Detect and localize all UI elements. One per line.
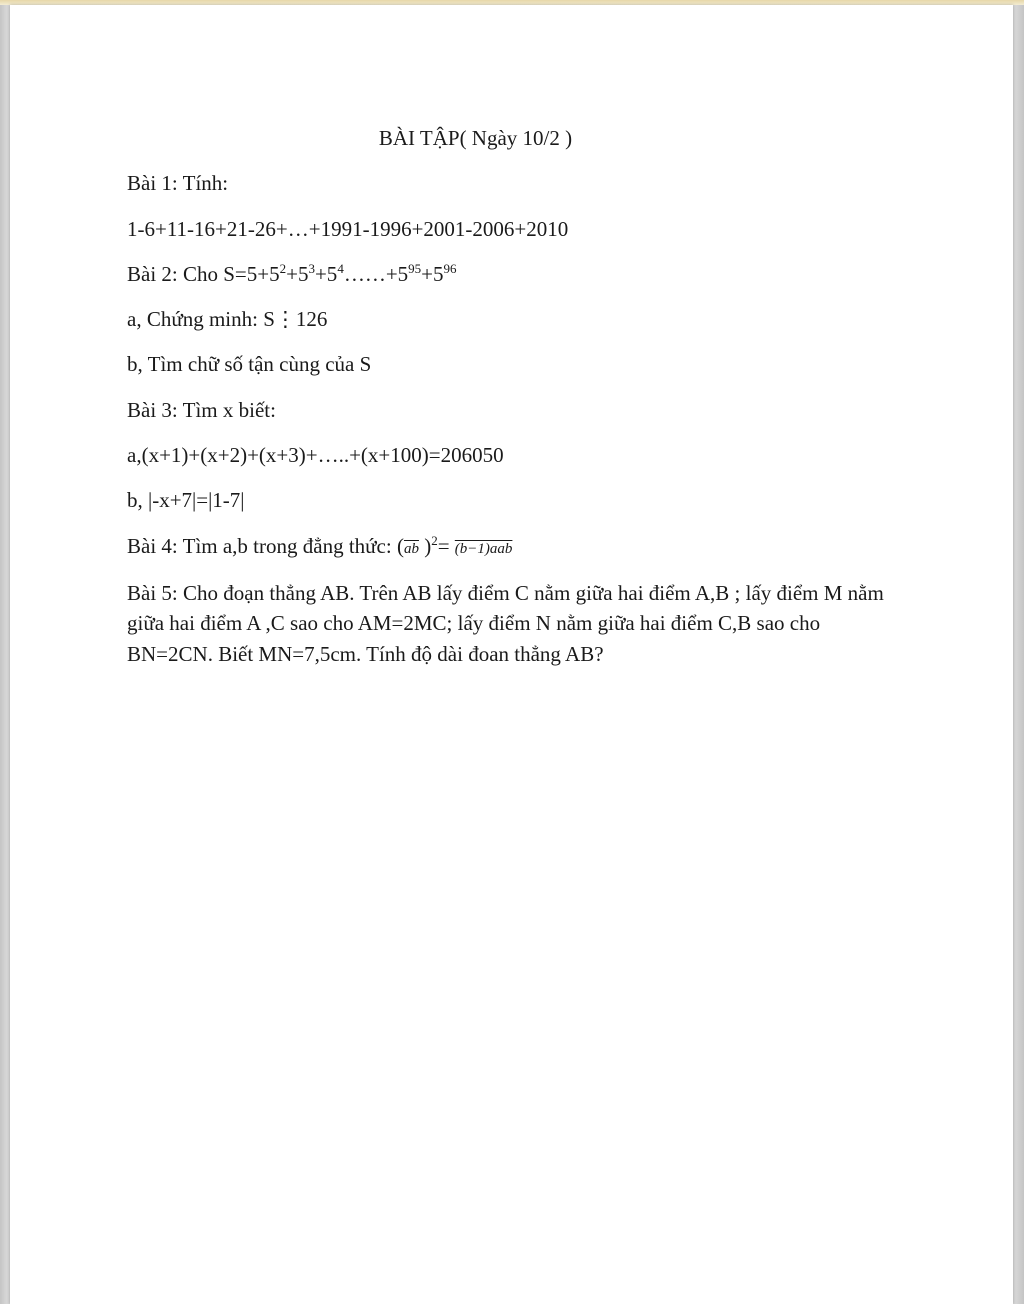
bai2-exp-5: 96 (443, 260, 457, 276)
bai2-exp-1: 2 (279, 260, 287, 276)
bai2-part-b: b, Tìm chữ số tận cùng của S (127, 352, 372, 377)
bai3-part-a: a,(x+1)+(x+2)+(x+3)+…..+(x+100)=206050 (127, 443, 504, 468)
bai4-statement (127, 533, 902, 560)
bai4-ab-overline: $\overline{ab}$ (403, 540, 419, 557)
bai2-exp-3: 4 (337, 260, 344, 276)
bai2-part-4: +5 (421, 261, 444, 286)
bai2-part-a: a, Chứng minh: S⋮126 (127, 307, 328, 332)
document-page (10, 5, 1013, 1304)
document-body (127, 125, 902, 687)
bai2-exp-2: 3 (308, 260, 315, 276)
bai4-prefix: Bài 4: Tìm a,b trong đẳng thức: ( (127, 533, 404, 558)
bai2-part-3: ……+5 (343, 261, 409, 286)
bai2-part-1: +5 (286, 261, 309, 286)
bai2-part-2: +5 (314, 261, 338, 286)
bai2-statement (127, 261, 902, 288)
bai2-prefix: Bài 2: Cho S=5+5 (127, 261, 280, 286)
page-title: BÀI TẬP( Ngày 10/2 ) (378, 126, 573, 150)
bai4-exponent: 2 (431, 532, 438, 548)
bai1-heading: Bài 1: Tính: (127, 171, 229, 196)
bai4-equals: = (437, 533, 455, 558)
bai3-heading: Bài 3: Tìm x biết: (127, 397, 276, 422)
bai5-paragraph: Bài 5: Cho đoạn thẳng AB. Trên AB lấy điểm C nằm giữa hai điểm A,B ; lấy điểm M nằm giữa hai điểm A ,C sao cho AM=2MC; lấy điểm N nằm giữa hai điểm C,B sao cho BN=2CN. Biết MN=7,5cm. Tính độ dài đoan thẳng AB? (127, 580, 884, 666)
bai1-expression: 1-6+11-16+21-26+…+1991-1996+2001-2006+2010 (127, 216, 569, 241)
bai4-mid: ) (418, 533, 432, 558)
bai3-part-b: b, |-x+7|=|1-7| (127, 488, 245, 513)
bai4-rhs-overline: (b−1)aab (454, 540, 513, 557)
bai2-exp-4: 95 (408, 260, 422, 276)
